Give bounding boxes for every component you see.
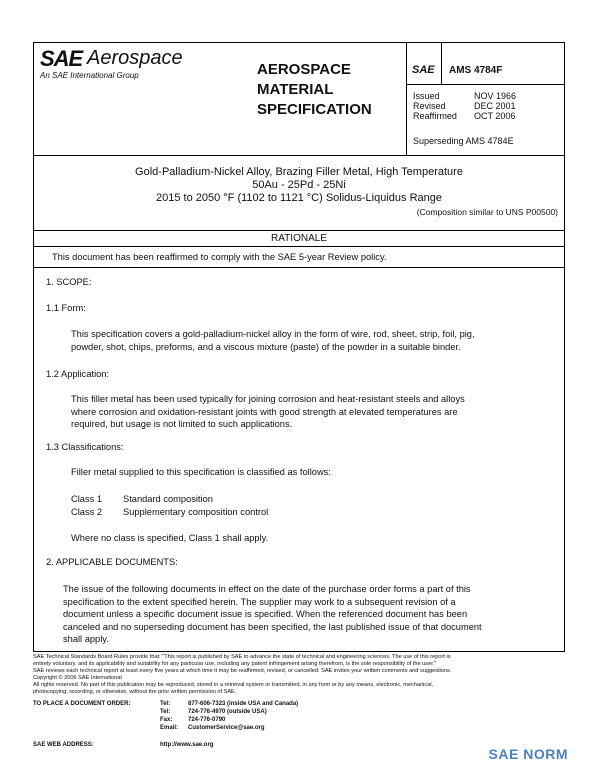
- web-label: SAE WEB ADDRESS:: [33, 742, 94, 748]
- issued-label: Issued: [413, 91, 440, 101]
- section-1-2-line: This filler metal has been used typically for joining corrosion and heat-resistant steels and alloys: [71, 394, 465, 404]
- tel2-value: 724-776-4970 (outside USA): [188, 709, 267, 715]
- revised-label: Revised: [413, 101, 446, 111]
- class-1-value: Standard composition: [123, 494, 213, 504]
- footer-line: SAE reviews each technical report at least every five years at which time it may be reaffirmed, revised, or cancelled. SAE invites your written comments and suggestions.: [33, 668, 452, 674]
- email-label: Email:: [160, 725, 179, 731]
- section-1-1-line: This specification covers a gold-palladium-nickel alloy in the form of wire, rod, sheet, strip, foil, pig,: [71, 329, 475, 339]
- footer-line: Copyright © 2006 SAE International: [33, 675, 122, 681]
- section-2-line: specification to the extent specified herein. The supplier may work to a subsequent revision of a: [63, 596, 456, 607]
- section-1-1-line: powder, shot, chips, preforms, and a viscous mixture (paste) of the powder in a suitable binder.: [71, 341, 461, 352]
- title-line-3: SPECIFICATION: [257, 101, 372, 118]
- rationale-heading: RATIONALE: [271, 233, 327, 244]
- sae-small-logo: SAE: [412, 64, 435, 76]
- rationale-divider: [33, 246, 565, 247]
- sae-norm-logo: SAE NORM: [488, 746, 568, 762]
- section-1-3-heading: 1.3 Classifications:: [46, 442, 124, 452]
- tel-value: 877-606-7323 (inside USA and Canada): [188, 701, 299, 707]
- title-divider: [33, 230, 565, 231]
- footer-legal: [33, 654, 568, 696]
- spec-title-line-3: 2015 to 2050 °F (1102 to 1121 °C) Solidus-Liquidus Range: [155, 192, 443, 204]
- section-1-1-text: [71, 328, 475, 353]
- superseding-note: Superseding AMS 4784E: [413, 136, 514, 146]
- rationale-bottom-divider: [33, 267, 565, 268]
- spec-title-line-1: Gold-Palladium-Nickel Alloy, Brazing Filler Metal, High Temperature: [135, 166, 463, 178]
- section-2-text: [63, 583, 482, 646]
- document-number: AMS 4784F: [449, 65, 503, 76]
- order-label: TO PLACE A DOCUMENT ORDER:: [33, 701, 131, 707]
- docnum-divider: [406, 84, 565, 85]
- sae-logo: SAE: [40, 46, 83, 71]
- revised-value: DEC 2001: [474, 101, 516, 111]
- reaffirmed-label: Reaffirmed: [413, 111, 457, 121]
- tel2-label: Tel:: [160, 709, 171, 715]
- title-line-1: AEROSPACE: [257, 61, 351, 78]
- footer-line: SAE Technical Standards Board Rules provide that: "This report is published by SAE to advance the state of technical and engineering sciences. The use of this report is: [33, 654, 451, 660]
- fax-value: 724-776-0790: [188, 717, 226, 723]
- class-1-label: Class 1: [71, 494, 103, 504]
- section-scope-heading: 1. SCOPE:: [46, 277, 92, 287]
- class-2-value: Supplementary composition control: [123, 507, 269, 517]
- rationale-text: This document has been reaffirmed to comply with the SAE 5-year Review policy.: [52, 252, 387, 262]
- title-line-2: MATERIAL: [257, 81, 334, 98]
- spec-title: [33, 166, 565, 205]
- section-1-3-text: Filler metal supplied to this specification is classified as follows:: [71, 467, 331, 477]
- section-1-2-line: required, but usage is not limited to such applications.: [71, 419, 293, 429]
- tel-label: Tel:: [160, 701, 171, 707]
- header-divider: [33, 155, 565, 156]
- section-2-line: document unless a specific document issue is specified. When the referenced document has been: [63, 609, 468, 619]
- docnum-logo-divider: [441, 42, 442, 84]
- section-applicable-heading: 2. APPLICABLE DOCUMENTS:: [46, 557, 178, 567]
- class-2-label: Class 2: [71, 507, 103, 517]
- spec-title-line-2: 50Au - 25Pd - 25Ni: [252, 179, 346, 191]
- footer-line: All rights reserved. No part of this publication may be reproduced, stored in a retrieval system or transmitted, in any form or by any means, electronic, mechanical,: [33, 682, 434, 688]
- section-1-1-heading: 1.1 Form:: [46, 303, 86, 313]
- section-1-3-note: Where no class is specified, Class 1 shall apply.: [71, 533, 269, 543]
- email-value[interactable]: CustomerService@sae.org: [188, 725, 265, 731]
- section-1-2-heading: 1.2 Application:: [46, 369, 110, 379]
- header-column-divider: [406, 42, 407, 155]
- section-2-line: The issue of the following documents in effect on the date of the purchase order forms a part of this: [63, 584, 471, 594]
- section-1-2-line: where corrosion and oxidation-resistant joints with good strength at elevated temperatures are: [71, 406, 458, 417]
- web-value[interactable]: http://www.sae.org: [160, 742, 214, 748]
- section-1-2-text: [71, 393, 465, 431]
- composition-note: (Composition similar to UNS P00500): [416, 207, 558, 217]
- document-type-title: [257, 60, 372, 120]
- aerospace-logo-text: Aerospace: [87, 47, 183, 69]
- footer-line: entirely voluntary, and its applicability and suitability for any particular use, including any patent infringement arising therefrom, is the sole responsibility of the user.": [33, 661, 437, 667]
- reaffirmed-value: OCT 2006: [474, 111, 516, 121]
- footer-line: photocopying, recording, or otherwise, without the prior written permission of SAE.: [33, 689, 237, 695]
- section-2-line: canceled and no superseding document has been specified, the last published issue of that document: [63, 621, 482, 632]
- section-2-line: shall apply.: [63, 634, 109, 644]
- logo-subtitle: An SAE International Group: [40, 71, 139, 80]
- fax-label: Fax:: [160, 717, 173, 723]
- issued-value: NOV 1966: [474, 91, 517, 101]
